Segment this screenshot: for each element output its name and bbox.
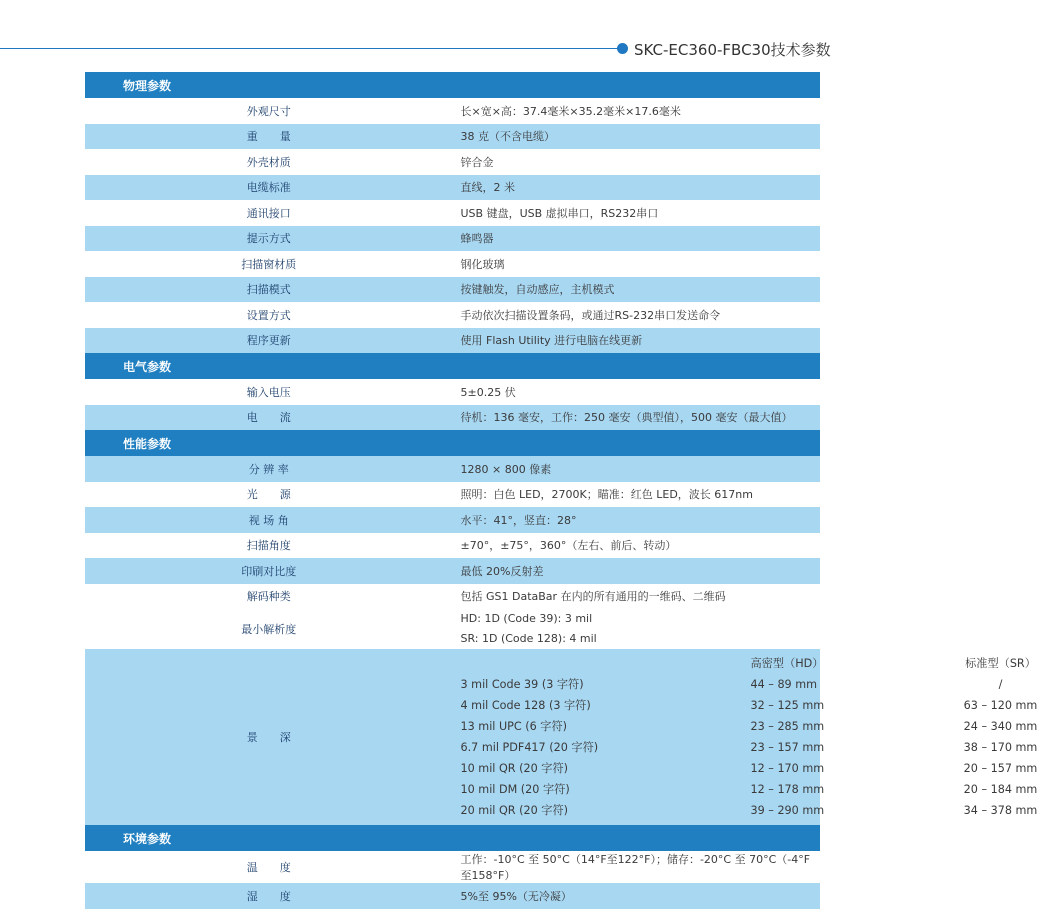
spec-row — [85, 98, 820, 124]
spec-row — [85, 226, 820, 252]
dof-barcode: 6.7 mil PDF417 (20 字符) — [460, 741, 599, 754]
min-resolution-line: SR: 1D (Code 128): 4 mil — [460, 632, 597, 645]
dof-hd-range: 23 – 285 mm — [750, 720, 825, 733]
dof-sr-range: 63 – 120 mm — [963, 699, 1038, 712]
spec-row — [85, 482, 820, 508]
spec-label: 扫描角度 — [85, 533, 453, 559]
spec-value: ±70°，±75°，360°（左右、前后、转动） — [453, 533, 821, 559]
spec-label: 程序更新 — [85, 328, 453, 354]
spec-row — [85, 328, 820, 354]
dof-hd-range: 23 – 157 mm — [750, 741, 825, 754]
spec-label: 印刷对比度 — [85, 558, 453, 584]
spec-table — [85, 72, 1038, 909]
spec-row — [85, 456, 820, 482]
spec-value: 5%至 95%（无冷凝） — [453, 883, 821, 909]
dof-hd-range: 44 – 89 mm — [750, 678, 818, 691]
spec-label: 视 场 角 — [85, 507, 453, 533]
dof-barcode: 13 mil UPC (6 字符) — [460, 720, 568, 733]
spec-value: 最低 20%反射差 — [453, 558, 821, 584]
spec-value: 手动依次扫描设置条码，或通过RS-232串口发送命令 — [453, 302, 821, 328]
spec-value: 直线，2 米 — [453, 175, 821, 201]
dof-hd-range: 32 – 125 mm — [750, 699, 825, 712]
spec-row — [85, 405, 820, 431]
spec-row — [85, 200, 820, 226]
spec-row — [85, 584, 820, 610]
dof-header-sr: 标准型（SR） — [965, 657, 1036, 670]
section-header-physical: 物理参数 — [85, 72, 820, 98]
spec-value: 锌合金 — [453, 149, 821, 175]
spec-row — [85, 883, 820, 909]
spec-label: 温 度 — [85, 851, 453, 883]
spec-row — [85, 507, 820, 533]
spec-value: 38 克（不含电缆） — [453, 124, 821, 150]
spec-row — [85, 851, 820, 883]
spec-value: 水平：41°，竖直：28° — [453, 507, 821, 533]
spec-value: 5±0.25 伏 — [453, 379, 821, 405]
dof-hd-range: 12 – 170 mm — [750, 762, 825, 775]
spec-label: 分 辨 率 — [85, 456, 453, 482]
dof-hd-range: 39 – 290 mm — [750, 804, 825, 817]
spec-value: 工作：-10°C 至 50°C（14°F至122°F）；储存：-20°C 至 70°C（-4°F至158°F） — [453, 851, 821, 883]
section-header-electrical: 电气参数 — [85, 353, 820, 379]
spec-row — [85, 533, 820, 559]
spec-label: 重 量 — [85, 124, 453, 150]
page-title: SKC-EC360-FBC30技术参数 — [634, 41, 831, 59]
spec-row — [85, 558, 820, 584]
spec-value: 照明：白色 LED，2700K；瞄准：红色 LED，波长 617nm — [453, 482, 821, 508]
section-header-performance: 性能参数 — [85, 430, 820, 456]
spec-value: USB 键盘，USB 虚拟串口，RS232串口 — [453, 200, 821, 226]
depth-of-field-table — [453, 649, 1038, 825]
spec-label: 最小解析度 — [85, 609, 453, 649]
header-bullet-icon — [617, 43, 628, 54]
spec-value: 长×宽×高：37.4毫米×35.2毫米×17.6毫米 — [453, 98, 821, 124]
spec-label: 外观尺寸 — [85, 98, 453, 124]
spec-value: 待机：136 毫安，工作：250 毫安（典型值），500 毫安（最大值） — [453, 405, 821, 431]
spec-value — [453, 609, 821, 649]
dof-sr-range: 20 – 184 mm — [963, 783, 1038, 796]
spec-label: 湿 度 — [85, 883, 453, 909]
spec-row-min-resolution — [85, 609, 820, 649]
dof-sr-range: / — [998, 678, 1003, 691]
spec-value: 使用 Flash Utility 进行电脑在线更新 — [453, 328, 821, 354]
spec-value: 钢化玻璃 — [453, 251, 821, 277]
dof-hd-range: 12 – 178 mm — [750, 783, 825, 796]
spec-row — [85, 379, 820, 405]
dof-sr-range: 38 – 170 mm — [963, 741, 1038, 754]
spec-label: 电缆标准 — [85, 175, 453, 201]
dof-header-blank — [461, 653, 731, 674]
section-header-environment: 环境参数 — [85, 825, 820, 851]
dof-sr-range: 34 – 378 mm — [963, 804, 1038, 817]
spec-label: 解码种类 — [85, 584, 453, 610]
dof-barcode: 10 mil QR (20 字符) — [460, 762, 568, 775]
spec-row-depth-of-field — [85, 649, 820, 825]
spec-label: 扫描模式 — [85, 277, 453, 303]
spec-label: 光 源 — [85, 482, 453, 508]
spec-label: 通讯接口 — [85, 200, 453, 226]
dof-header-hd: 高密型（HD） — [750, 657, 824, 670]
spec-row — [85, 149, 820, 175]
spec-label: 提示方式 — [85, 226, 453, 252]
dof-barcode: 3 mil Code 39 (3 字符) — [460, 678, 584, 691]
spec-label: 输入电压 — [85, 379, 453, 405]
dof-barcode: 4 mil Code 128 (3 字符) — [460, 699, 591, 712]
spec-row — [85, 277, 820, 303]
spec-row — [85, 251, 820, 277]
spec-row — [85, 175, 820, 201]
spec-label: 景 深 — [85, 649, 453, 825]
dof-barcode: 10 mil DM (20 字符) — [460, 783, 570, 796]
spec-label: 设置方式 — [85, 302, 453, 328]
header-rule — [0, 48, 622, 49]
spec-value: 蜂鸣器 — [453, 226, 821, 252]
dof-barcode: 20 mil QR (20 字符) — [460, 804, 568, 817]
spec-value: 包括 GS1 DataBar 在内的所有通用的一维码、二维码 — [453, 584, 821, 610]
spec-value: 1280 × 800 像素 — [453, 456, 821, 482]
spec-label: 电 流 — [85, 405, 453, 431]
spec-value: 按键触发，自动感应，主机模式 — [453, 277, 821, 303]
spec-row — [85, 124, 820, 150]
min-resolution-line: HD: 1D (Code 39): 3 mil — [460, 612, 593, 625]
spec-row — [85, 302, 820, 328]
dof-sr-range: 24 – 340 mm — [963, 720, 1038, 733]
dof-sr-range: 20 – 157 mm — [963, 762, 1038, 775]
spec-label: 扫描窗材质 — [85, 251, 453, 277]
spec-label: 外壳材质 — [85, 149, 453, 175]
